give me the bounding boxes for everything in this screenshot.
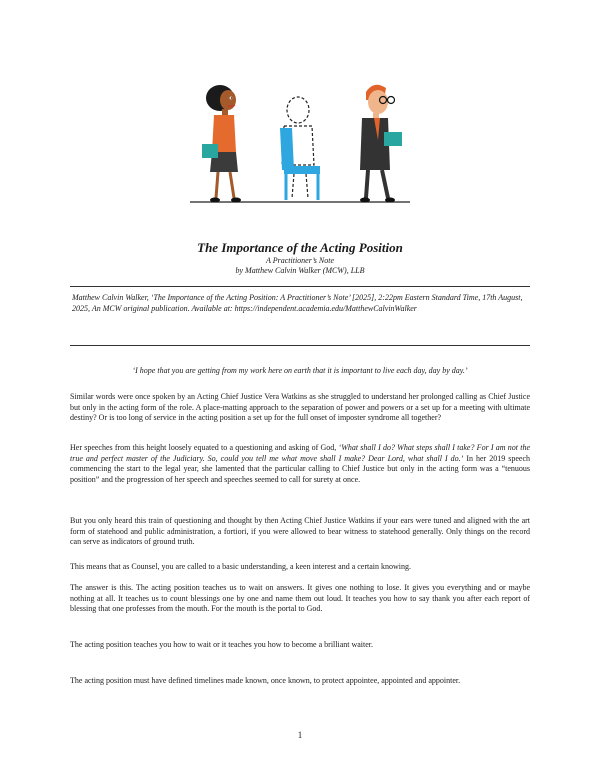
paragraph-7: The acting position must have defined timelines made known, once known, to protect appointee, appointed and appointer. [70, 676, 461, 685]
page-number: 1 [297, 730, 303, 740]
woman-figure [202, 85, 241, 203]
paragraph-4: This means that as Counsel, you are called to a basic understanding, a keen interest and a certain knowing. [70, 562, 412, 571]
empty-chair-figure [280, 97, 320, 200]
document-subtitle: A Practitioner’s Note [266, 256, 334, 265]
author-byline: by Matthew Calvin Walker (MCW), LLB [235, 266, 365, 275]
citation-text: Matthew Calvin Walker, ‘The Importance of the Acting Position: A Practitioner’s Note’ [2025], 2:22pm Eastern Standard Time, 17th August, 2025, An MCW original publication. Available at: https://independent.academia.edu/MatthewCalvinWalker [72, 293, 523, 313]
paragraph-6: The acting position teaches you how to wait or it teaches you how to become a brilliant waiter. [70, 640, 374, 649]
paragraph-3: But you only heard this train of questioning and thought by then Acting Chief Justice Watkins if your ears were tuned and aligned with the art form of statehood and public administration, a fortiori, if you were allowed to bear witness to statehood generally. Only things on the record can serve as indicators of ground truth. [70, 516, 530, 547]
divider-top [70, 286, 530, 287]
paragraph-2-tail: In her 2019 speech commencing the start to the legal year, she lamented that the particular calling to Chief Justice but only in the acting form was a “tenuous position” and the progression of her speech and speeches seemed to call for surety at once. [70, 453, 530, 484]
divider-bottom [70, 345, 530, 346]
epigraph-quote: ‘I hope that you are getting from my work here on earth that it is important to live each day, day by day.’ [132, 366, 468, 375]
title-block [0, 240, 600, 276]
paragraph-1: Similar words were once spoken by an Acting Chief Justice Vera Watkins as she struggled to understand her prolonged calling as Chief Justice but only in the acting form of the role. A place-matting approach to the separation of power and powers or a set up for a meeting with ultimate destiny? Or is too long of service in the acting position a set up for the full onset of imposter syndrome all together? [70, 392, 530, 423]
illustration [180, 70, 420, 220]
paragraph-5: The answer is this. The acting position teaches us to wait on answers. It gives one nothing to lose. It gives you everything and or maybe nothing at all. It teaches us to count blessings one by one and name them out loud. It teaches you how to say thank you after each report of blessing that one professes from the mouth. For the mouth is the portal to God. [70, 583, 530, 614]
paragraph-2-prayer-quote: ‘What shall I do? What steps shall I take? For I am not the true and perfect master of the Judiciary. So, could you tell me what move shall I make? Dear Lord, what shall I do.’ [70, 443, 530, 463]
document-title: The Importance of the Acting Position [197, 240, 403, 255]
paragraph-2 [70, 443, 530, 485]
paragraph-2-lead: Her speeches from this height loosely equated to a questioning and asking of God, [70, 443, 339, 452]
man-figure [360, 85, 402, 203]
acting-position-illustration [180, 70, 420, 220]
